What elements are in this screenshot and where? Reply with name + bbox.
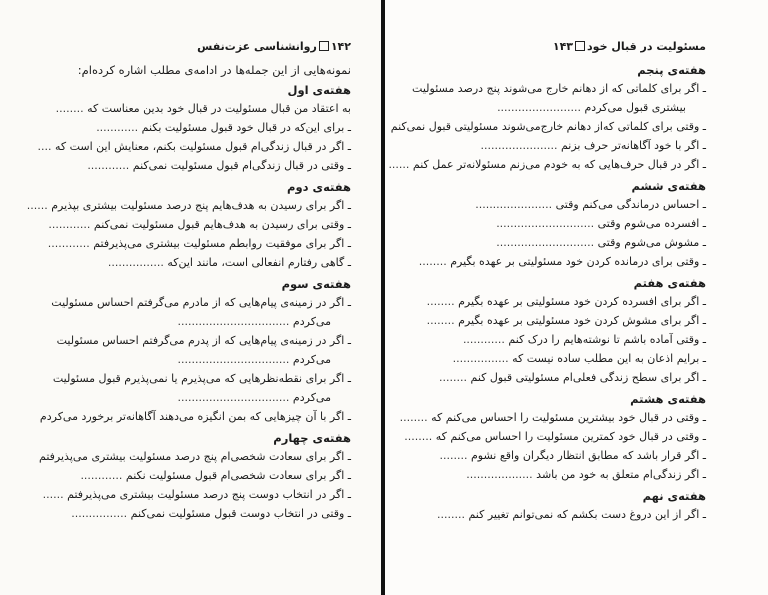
left-sections — [12, 83, 351, 523]
sentence-line — [12, 407, 351, 426]
week-section — [388, 63, 706, 174]
week-section — [425, 489, 706, 524]
sentence-line — [425, 233, 706, 252]
sentence-text: ـ اگر برای رسیدن به هدف‌هایم پنج درصد مسئولیت بیشتری بپذیرم — [51, 199, 351, 212]
sentence-line — [12, 388, 351, 407]
sentence-line — [412, 79, 706, 98]
sentence-line — [12, 196, 351, 215]
sentence-text: ـ اگر برای افسرده کردن خود مسئولیتی بر عهده بگیرم — [458, 295, 706, 308]
sentence-text: ـ وقتی برای درمانده کردن خود مسئولیتی بر عهده بگیرم — [450, 255, 706, 268]
left-page — [0, 0, 381, 595]
week-title: هفته‌ی نهم — [642, 489, 706, 503]
sentence-line — [418, 252, 706, 271]
sentence-text: ـ اگر در قبال حرف‌هایی که به خودم می‌زنم مسئولانه‌تر عمل کنم — [412, 158, 706, 171]
fill-blank: ...... — [388, 158, 410, 171]
sentence-line — [425, 349, 706, 368]
sentence-text: ـ وقتی برای رسیدن به هدف‌هایم قبول مسئولیت نمی‌کنم — [93, 218, 351, 231]
sentence-text: ـ اگر در زمینه‌ی پیام‌هایی که از پدرم می‌گرفتم احساس مسئولیت — [56, 334, 351, 347]
sentence-line — [12, 99, 351, 118]
fill-blank: ................ — [452, 352, 509, 365]
sentence-line — [12, 234, 351, 253]
week-section — [12, 431, 351, 523]
sentence-text: ـ گاهی رفتارم انفعالی است، مانند این‌که — [167, 256, 351, 269]
fill-blank: ............ — [47, 237, 90, 250]
sentence-line — [425, 292, 706, 311]
fill-blank: ................................ — [177, 391, 290, 404]
sentence-line — [388, 155, 706, 174]
sentence-line — [12, 253, 351, 272]
sentence-text: ـ اگر برای موفقیت روابطم مسئولیت بیشتری می‌پذیرفتم — [93, 237, 351, 250]
sentence-text: ـ برای این‌که در قبال خود قبول مسئولیت بکنم — [141, 121, 351, 134]
week-section — [418, 179, 706, 271]
sentence-text: ـ احساس درماندگی می‌کنم وقتی — [555, 198, 706, 211]
fill-blank: ........ — [436, 508, 465, 521]
sentence-line — [404, 427, 706, 446]
fill-blank: ............................ — [496, 236, 595, 249]
fill-blank: ................... — [466, 468, 533, 481]
sentence-text: ـ وقتی در انتخاب دوست قبول مسئولیت نمی‌کنم — [130, 507, 351, 520]
sentence-line — [12, 466, 351, 485]
chapter-title: مسئولیت در قبال خود — [587, 40, 706, 53]
fill-blank: ........................ — [497, 101, 581, 114]
fill-blank: ............ — [80, 469, 123, 482]
sentence-text: ـ اگر از این دروغ دست بکشم که نمی‌توانم تغییر کنم — [468, 508, 706, 521]
sentence-text: ـ اگر برای نقطه‌نظرهایی که می‌پذیرم یا نمی‌پذیرم قبول مسئولیت — [52, 372, 351, 385]
fill-blank: ...... — [26, 199, 48, 212]
book-title: روانشناسی عزت‌نفس — [197, 40, 317, 53]
intro-text: نمونه‌هایی از این جمله‌ها در ادامه‌ی مطلب اشاره کرده‌ام: — [77, 63, 351, 77]
sentence-line — [399, 408, 706, 427]
sentence-line — [12, 118, 351, 137]
sentence-line — [390, 117, 706, 136]
fill-blank: ............................ — [496, 217, 595, 230]
week-title: هفته‌ی دوم — [287, 180, 351, 194]
fill-blank: ............ — [462, 333, 505, 346]
right-sections — [388, 63, 706, 524]
sentence-line — [12, 447, 351, 466]
sentence-text: ـ وقتی در قبال خود کمترین مسئولیت را احساس می‌کنم که — [435, 430, 706, 443]
fill-blank: ........ — [439, 449, 468, 462]
fill-blank: ................................ — [177, 353, 290, 366]
week-title: هفته‌ی ششم — [631, 179, 706, 193]
fill-blank: ...................... — [480, 139, 558, 152]
week-section — [12, 180, 351, 272]
sentence-text: ـ مشوش می‌شوم وقتی — [597, 236, 706, 249]
sentence-text: بیشتری قبول می‌کردم — [584, 101, 686, 114]
sentence-line — [12, 137, 351, 156]
page-number: ۱۴۳ — [552, 40, 574, 53]
fill-blank: ............ — [48, 218, 91, 231]
sentence-text: ـ اگر برای سعادت شخصی‌ام پنج درصد مسئولیت بیشتری می‌پذیرفتم — [39, 450, 351, 463]
week-section — [425, 276, 706, 387]
sentence-line — [425, 465, 706, 484]
separator-icon — [319, 41, 329, 51]
sentence-text: ـ وقتی برای کلماتی که‌از دهانم خارج‌می‌شوند مسئولیتی قبول نمی‌کنم — [390, 120, 706, 133]
week-title: هفته‌ی سوم — [281, 277, 351, 291]
sentence-text: ـ افسرده می‌شوم وقتی — [597, 217, 706, 230]
sentence-text: ـ اگر قرار باشد که مطابق انتظار دیگران واقع نشوم — [470, 449, 706, 462]
sentence-text: ـ اگر زندگی‌ام متعلق به خود من باشد — [536, 468, 706, 481]
sentence-line — [425, 330, 706, 349]
right-page — [385, 0, 768, 595]
sentence-line — [12, 369, 351, 388]
sentence-line — [12, 350, 351, 369]
week-title: هفته‌ی اول — [287, 83, 351, 97]
fill-blank: .... — [37, 140, 52, 153]
sentence-text: ـ اگر با آن چیزهایی که بمن انگیزه می‌دهند آگاهانه‌تر برخورد می‌کردم — [39, 410, 351, 423]
week-title: هفته‌ی چهارم — [273, 431, 351, 445]
fill-blank: ............ — [96, 121, 139, 134]
page-number: ۱۴۲ — [330, 40, 351, 53]
sentence-text: ـ وقتی در قبال زندگی‌ام قبول مسئولیت نمی‌کنم — [132, 159, 351, 172]
separator-icon — [575, 41, 585, 51]
sentence-text: ـ اگر در قبال زندگی‌ام قبول مسئولیت بکنم، معنایش این است که — [54, 140, 351, 153]
fill-blank: ................ — [107, 256, 164, 269]
sentence-text: ـ اگر برای مشوش کردن خود مسئولیتی بر عهده بگیرم — [458, 314, 706, 327]
week-section — [399, 392, 706, 484]
sentence-line — [12, 312, 351, 331]
sentence-line — [12, 504, 351, 523]
fill-blank: ................ — [71, 507, 128, 520]
week-title: هفته‌ی هفتم — [633, 276, 706, 290]
fill-blank: ........ — [404, 430, 433, 443]
fill-blank: ........ — [439, 371, 467, 384]
sentence-text: می‌کردم — [292, 353, 331, 366]
fill-blank: ...... — [42, 488, 64, 501]
sentence-text: می‌کردم — [292, 315, 331, 328]
sentence-line — [425, 98, 706, 117]
sentence-line — [12, 156, 351, 175]
sentence-line — [12, 485, 351, 504]
fill-blank: ...................... — [475, 198, 553, 211]
sentence-line — [425, 136, 706, 155]
sentence-line — [425, 195, 706, 214]
fill-blank: ............ — [87, 159, 130, 172]
fill-blank: ................................ — [177, 315, 290, 328]
sentence-text: ـ اگر در انتخاب دوست پنج درصد مسئولیت بیشتری می‌پذیرفتم — [67, 488, 351, 501]
sentence-line — [12, 293, 351, 312]
week-title: هفته‌ی پنجم — [637, 63, 706, 77]
fill-blank: ........ — [399, 411, 428, 424]
sentence-line — [12, 215, 351, 234]
sentence-text: ـ اگر برای سطح زندگی فعلی‌ام مسئولیتی قبول کنم — [470, 371, 706, 384]
week-section — [12, 277, 351, 426]
sentence-line — [12, 331, 351, 350]
sentence-text: ـ وقتی در قبال خود بیشترین مسئولیت را احساس می‌کنم که — [431, 411, 706, 424]
fill-blank: ........ — [426, 295, 455, 308]
sentence-text: ـ وقتی آماده باشم تا نوشته‌هایم را درک کنم — [508, 333, 706, 346]
fill-blank: ........ — [55, 102, 84, 115]
sentence-line — [425, 505, 706, 524]
sentence-line — [425, 214, 706, 233]
running-head-left — [12, 40, 351, 53]
sentence-text: ـ اگر با خود آگاهانه‌تر حرف بزنم — [560, 139, 706, 152]
fill-blank: ........ — [418, 255, 447, 268]
sentence-text: ـ اگر برای کلماتی که از دهانم خارج می‌شوند پنج درصد مسئولیت — [412, 82, 706, 95]
sentence-text: ـ اگر در زمینه‌ی پیام‌هایی که از مادرم می‌گرفتم احساس مسئولیت — [51, 296, 351, 309]
fill-blank: ........ — [426, 314, 455, 327]
running-head-right — [425, 40, 706, 53]
sentence-text: به اعتقاد من قبال مسئولیت در قبال خود بدین معناست که — [87, 102, 351, 115]
sentence-text: می‌کردم — [292, 391, 331, 404]
sentence-line — [425, 446, 706, 465]
week-section — [12, 83, 351, 175]
sentence-text: ـ اگر برای سعادت شخصی‌ام قبول مسئولیت نکنم — [125, 469, 351, 482]
week-title: هفته‌ی هشتم — [630, 392, 706, 406]
sentence-line — [425, 368, 706, 387]
sentence-line — [425, 311, 706, 330]
sentence-text: ـ برایم اذعان به این مطلب ساده نیست که — [512, 352, 706, 365]
